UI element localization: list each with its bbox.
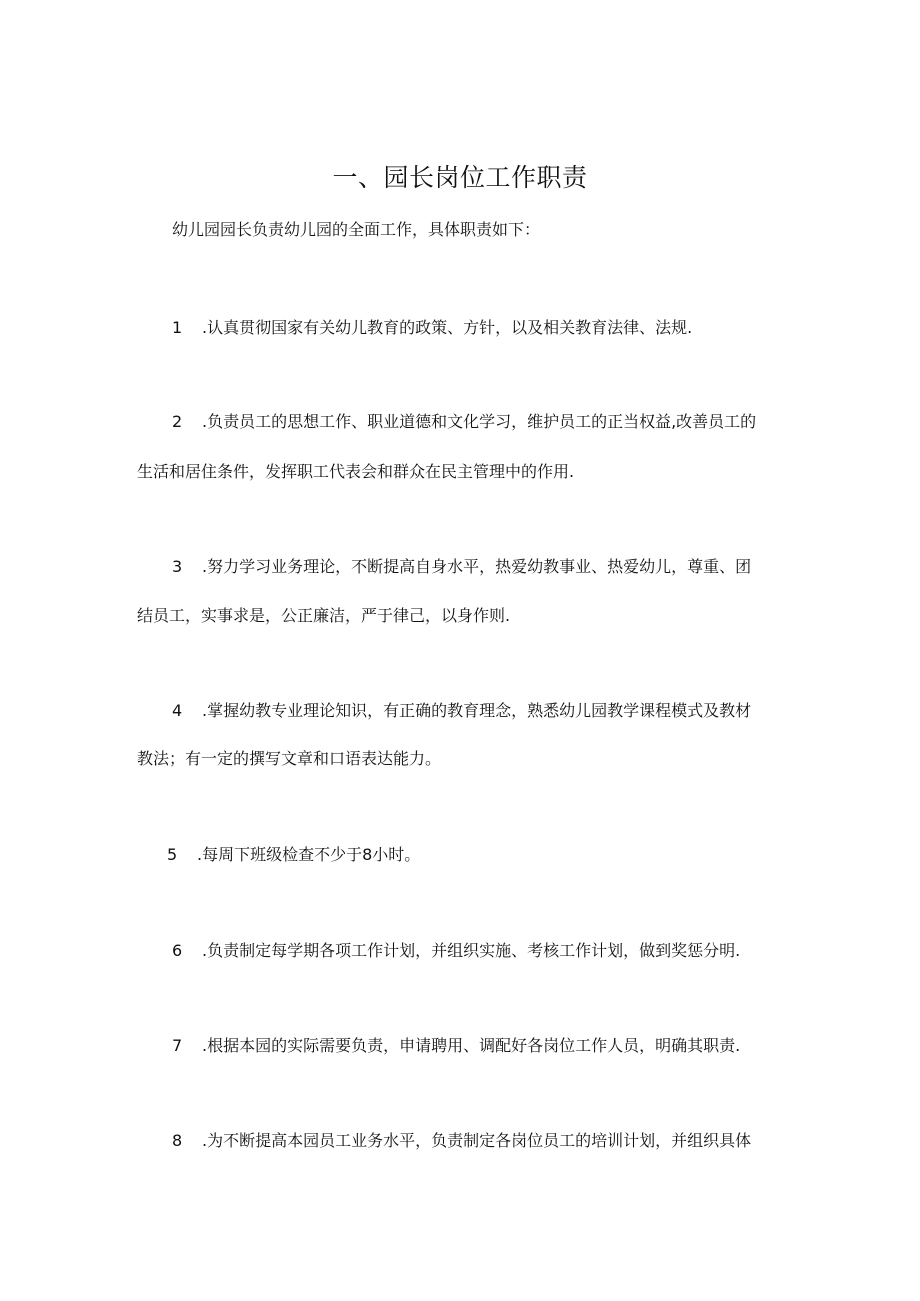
intro-paragraph: 幼儿园园长负责幼儿园的全面工作，具体职责如下： <box>172 220 541 239</box>
item-text: .掌握幼教专业理论知识，有正确的教育理念，熟悉幼儿园教学课程模式及教材 <box>202 701 752 720</box>
item-number: 8 <box>172 1131 183 1150</box>
item-number: 3 <box>172 557 183 576</box>
item-text: .为不断提高本园员工业务水平，负责制定各岗位员工的培训计划，并组织具体 <box>202 1131 752 1150</box>
list-item-8 <box>172 1129 751 1153</box>
list-item-5 <box>167 843 420 867</box>
list-item-1 <box>172 316 692 340</box>
list-item-7 <box>172 1034 740 1058</box>
item-text: .根据本园的实际需要负责，申请聘用、调配好各岗位工作人员，明确其职责. <box>202 1036 741 1055</box>
list-item-2 <box>172 410 756 434</box>
item-text: .负责制定每学期各项工作计划，并组织实施、考核工作计划，做到奖惩分明. <box>202 941 741 960</box>
item-text: .负责员工的思想工作、职业道德和文化学习，维护员工的正当权益,改善员工的 <box>202 412 757 431</box>
item-text: .认真贯彻国家有关幼儿教育的政策、方针，以及相关教育法律、法规. <box>202 318 693 337</box>
list-item-4-continued: 教法；有一定的撰写文章和口语表达能力。 <box>137 749 442 768</box>
page-title: 一、园长岗位工作职责 <box>332 163 588 192</box>
item-number: 6 <box>172 941 183 960</box>
list-item-2-continued: 生活和居住条件，发挥职工代表会和群众在民主管理中的作用. <box>137 462 575 481</box>
item-number: 5 <box>167 845 178 864</box>
list-item-3-continued: 结员工，实事求是，公正廉洁，严于律己，以身作则. <box>137 606 511 625</box>
item-number: 4 <box>172 701 183 720</box>
list-item-6 <box>172 939 740 963</box>
item-text: .每周下班级检查不少于8小时。 <box>197 845 421 864</box>
item-number: 1 <box>172 318 183 337</box>
list-item-3 <box>172 555 751 579</box>
item-number: 2 <box>172 412 183 431</box>
list-item-4 <box>172 699 751 723</box>
item-number: 7 <box>172 1036 183 1055</box>
item-text: .努力学习业务理论，不断提高自身水平，热爱幼教事业、热爱幼儿，尊重、团 <box>202 557 752 576</box>
